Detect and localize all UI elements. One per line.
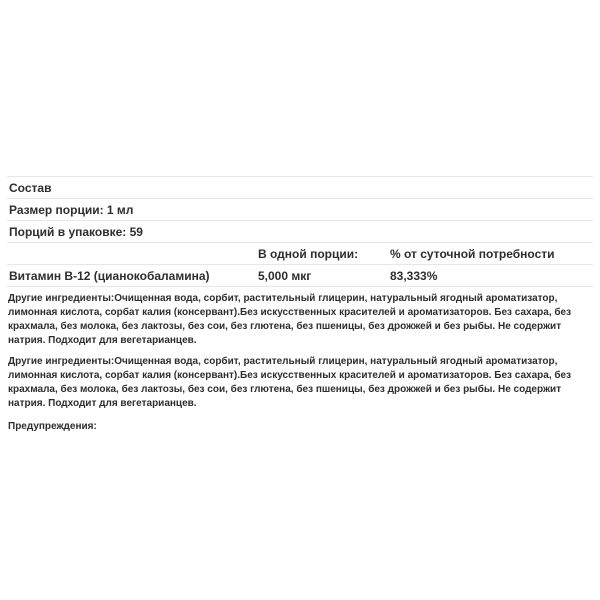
column-header-amount: В одной порции:: [258, 246, 359, 261]
supplement-facts-table: [7, 176, 593, 287]
section-title-row: [7, 176, 593, 198]
table-row: [7, 264, 593, 286]
nutrient-amount: 5,000 мкг: [258, 268, 312, 283]
nutrient-name: Витамин B-12 (цианокобаламина): [9, 268, 210, 283]
serving-size-row: [7, 198, 593, 220]
servings-per-container-row: [7, 220, 593, 242]
servings-per-container-label: Порций в упаковке: 59: [9, 224, 143, 239]
nutrient-daily-value: 83,333%: [390, 268, 438, 283]
warnings-label: Предупреждения:: [8, 421, 97, 432]
column-header-daily-value: % от суточной потребности: [390, 246, 555, 261]
serving-size-label: Размер порции: 1 мл: [9, 202, 134, 217]
other-ingredients-paragraph-2: Другие ингредиенты:Очищенная вода, сорбит, растительный глицерин, натуральный ягодный ароматизатор, лимонная кислота, сорбат калия (консервант).Без искусственных красителей и ароматизаторов. Без сахара, без крахмала, без молока, без лактозы, без сои, без глютена, без пшеницы, без дрожжей и без рыбы. Не содержит натрия. Подходит для вегетарианцев.: [8, 356, 572, 409]
column-header-row: [7, 242, 593, 264]
other-ingredients-paragraph-1: Другие ингредиенты:Очищенная вода, сорбит, растительный глицерин, натуральный ягодный ароматизатор, лимонная кислота, сорбат калия (консервант).Без искусственных красителей и ароматизаторов. Без сахара, без крахмала, без молока, без лактозы, без сои, без глютена, без пшеницы, без дрожжей и без рыбы. Не содержит натрия. Подходит для вегетарианцев.: [8, 293, 572, 346]
section-title: Состав: [9, 180, 52, 195]
